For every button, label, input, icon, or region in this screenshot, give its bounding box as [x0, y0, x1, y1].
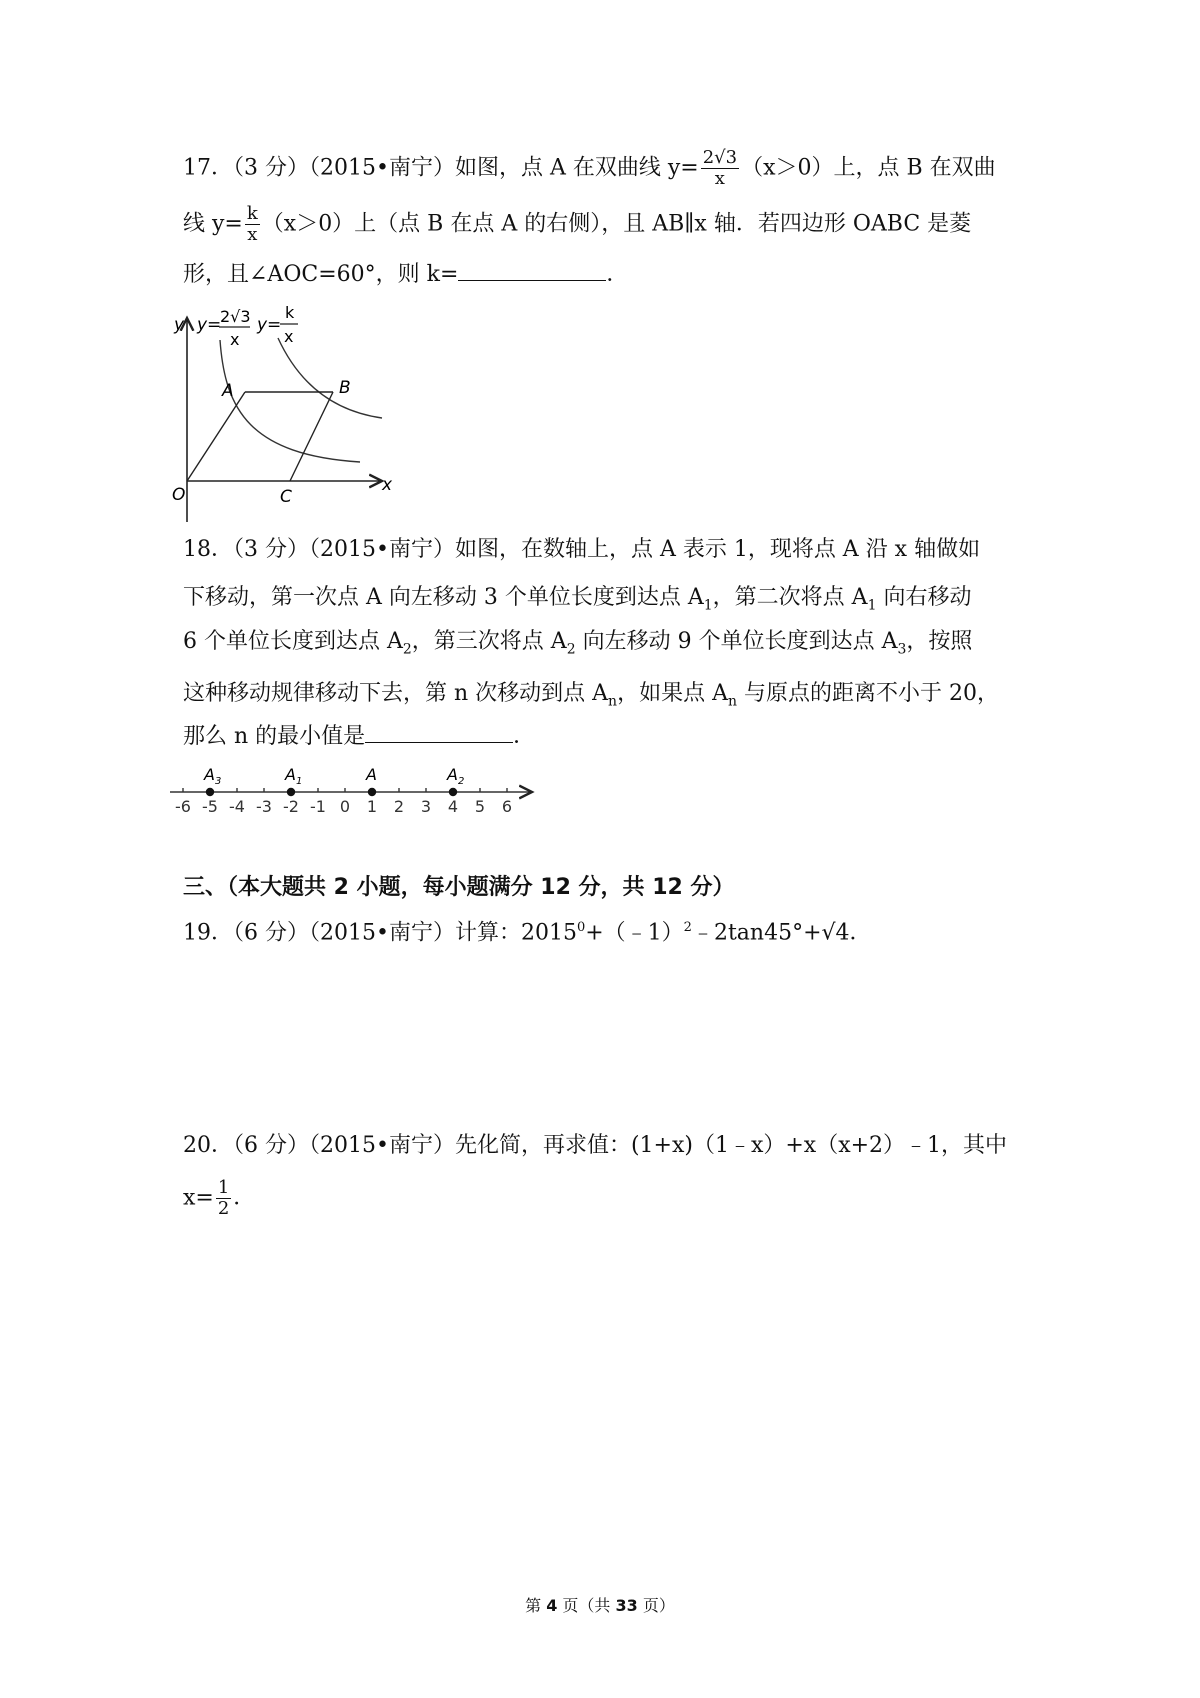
point-label-O: O — [172, 485, 186, 505]
number-line-point — [206, 788, 214, 796]
curve1-label-num: 2√3 — [220, 307, 251, 326]
page-number: 4 — [546, 1596, 558, 1615]
q17-line-1 — [183, 148, 1035, 189]
number-line-tick-label: -6 — [175, 797, 191, 816]
number-line-point — [287, 788, 295, 796]
curve-k-over-x — [278, 338, 382, 418]
q17-line-3: 形，且∠AOC=60°，则 k= ． — [183, 262, 629, 287]
curve1-label-den: x — [230, 330, 240, 349]
number-line-tick-label: -3 — [256, 797, 272, 816]
label-x-axis: x — [382, 475, 393, 495]
curve2-label-num: k — [285, 303, 295, 322]
number-line-tick-label: -2 — [283, 797, 299, 816]
number-line-tick-label: 1 — [366, 797, 378, 816]
number-line-tick-label: -1 — [310, 797, 326, 816]
segment-OA — [187, 392, 245, 481]
q17-figure — [170, 300, 410, 530]
point-label-B: B — [339, 378, 351, 398]
number-line-point-label: $A_3$ — [204, 765, 222, 787]
curve2-label-den: x — [284, 327, 294, 346]
number-line-tick-label: 4 — [447, 797, 459, 816]
curve-2sqrt3-over-x — [220, 340, 360, 462]
curve1-label-y: y= — [197, 315, 222, 335]
page-total: 33 — [615, 1596, 638, 1615]
number-line-tick-label: 3 — [420, 797, 432, 816]
q18-number-line — [170, 762, 550, 826]
q20-line-1: 20．（6 分）（2015•南宁）先化简，再求值：(1+x)（1﹣x）+x（x+2）﹣1，其中 — [183, 1133, 1008, 1158]
q19-line: 19．（6 分）（2015•南宁）计算：$2015^0+(﹣1)^2﹣2\tan 45^\circ+√4$． — [183, 920, 872, 946]
point-label-A: A — [222, 381, 234, 401]
answer-blank-17[interactable] — [458, 260, 606, 281]
number-line-tick-label: 2 — [393, 797, 405, 816]
q18-line-2: 下移动，第一次点 A 向左移动 3 个单位长度到达点 $A_1$，第二次将点 $A_1$ 向右移动 — [183, 585, 972, 614]
number-line-point — [368, 788, 376, 796]
page-footer: 第 4 页（共 33 页） — [525, 1596, 675, 1615]
q17-fraction-1: $\frac{2√3}{x}$ — [702, 147, 738, 189]
number-line-point-label: A — [366, 765, 377, 784]
q17-text-1: 17．（3 分）（2015•南宁）如图，点 A 在双曲线 y= — [183, 155, 699, 181]
number-line-point-label: $A_1$ — [285, 765, 303, 787]
label-y-axis: y — [174, 315, 185, 335]
q20-fraction: $\frac{1}{2}$ — [217, 1177, 230, 1219]
section-3-heading: 三、（本大题共 2 小题，每小题满分 12 分，共 12 分） — [183, 875, 735, 900]
number-line-tick-label: -5 — [202, 797, 218, 816]
number-line-point-label: $A_2$ — [447, 765, 465, 787]
number-line-tick-label: -4 — [229, 797, 245, 816]
number-line-tick-label: 6 — [501, 797, 513, 816]
q17-text-1-tail: （x＞0）上，点 B 在双曲 — [741, 155, 996, 181]
q18-line-3: 6 个单位长度到达点 $A_2$，第三次将点 $A_2$ 向左移动 9 个单位长度到达点 $A_3$，按照 — [183, 629, 973, 658]
curve2-label-y: y= — [257, 315, 282, 335]
segment-BC — [290, 392, 333, 481]
q17-line-2: 线 y= $\frac{k}{x}$ （x＞0）上（点 B 在点 A 的右侧），且 AB∥x 轴．若四边形 OABC 是菱 — [183, 203, 972, 245]
q18-line-1: 18．（3 分）（2015•南宁）如图，在数轴上，点 A 表示 1，现将点 A 沿 x 轴做如 — [183, 537, 981, 562]
q17-fraction-2: $\frac{k}{x}$ — [246, 203, 258, 245]
number-line-tick-label: 0 — [339, 797, 351, 816]
q18-line-4: 这种移动规律移动下去，第 n 次移动到点 $A_n$，如果点 $A_n$ 与原点的距离不小于 20， — [183, 681, 999, 710]
answer-blank-18[interactable] — [365, 722, 513, 743]
q20-line-2: x= $\frac{1}{2}$ ． — [183, 1177, 256, 1219]
point-label-C: C — [280, 487, 292, 507]
number-line-point — [449, 788, 457, 796]
q18-line-5: 那么 n 的最小值是 ． — [183, 724, 536, 749]
number-line-tick-label: 5 — [474, 797, 486, 816]
